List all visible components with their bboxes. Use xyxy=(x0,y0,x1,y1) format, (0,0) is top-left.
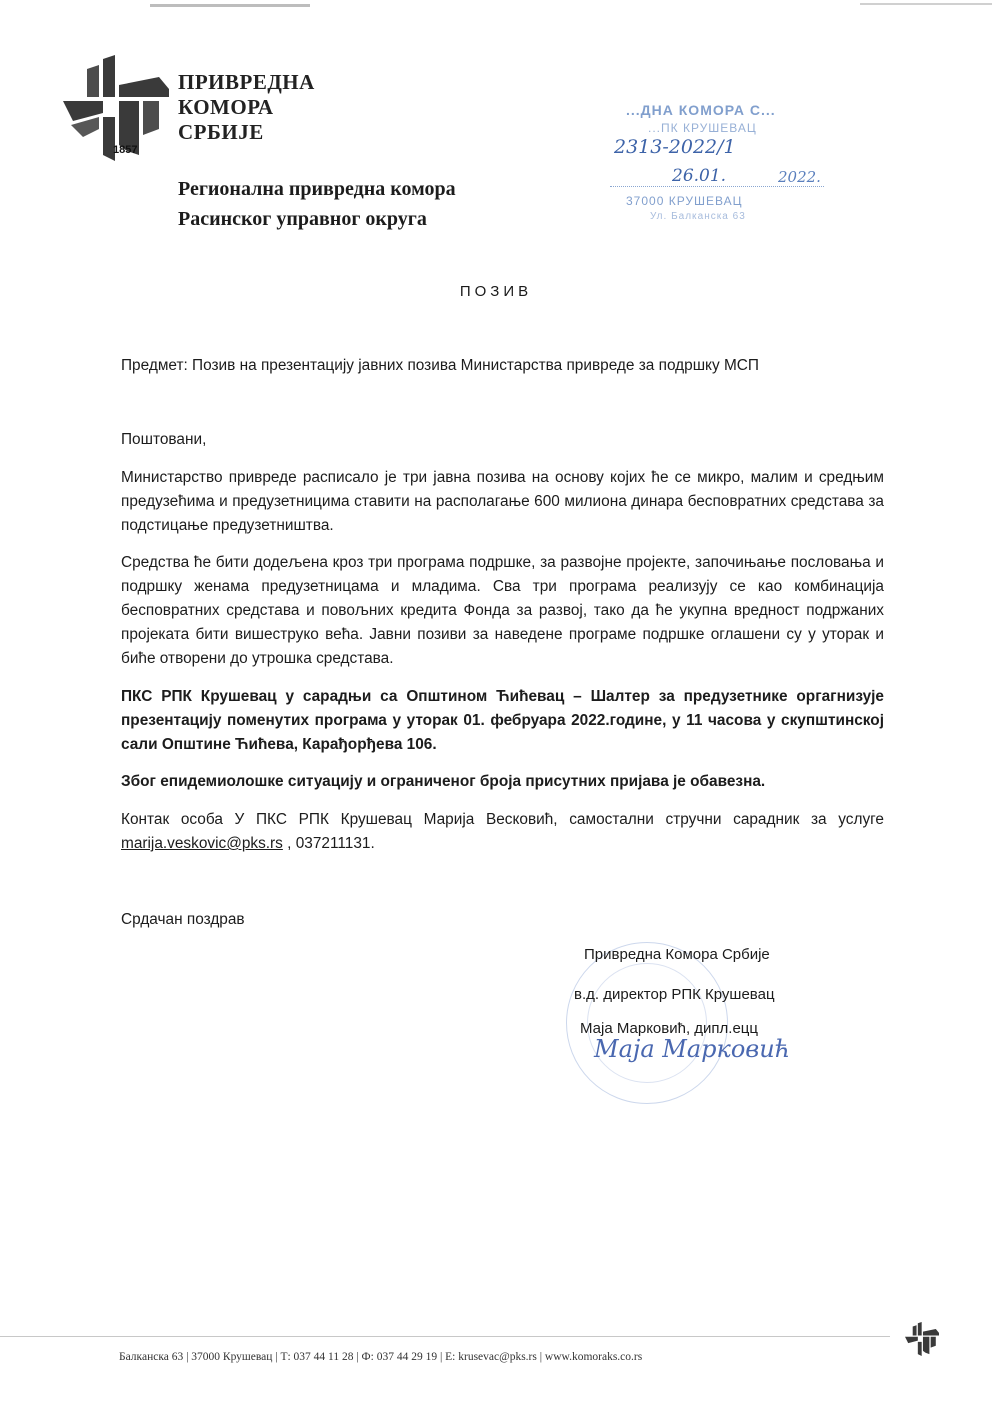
stamp-line: 37000 КРУШЕВАЦ xyxy=(626,194,743,208)
stamp-date: 26.01. xyxy=(672,166,727,186)
subject-line: Предмет: Позив на презентацију јавних позива Министарства привреде за подршку МСП xyxy=(121,357,759,374)
paragraph: Министарство привреде расписало је три јавна позива на основу којих ће се микро, малим и средњим предузећима и предузетницима ставити на располагање 600 милиона динара бесповратних средстава за подстицање предузетништва. xyxy=(121,469,884,534)
signature-name: Маја Марковић, дипл.ецц xyxy=(580,1020,758,1037)
organization-name xyxy=(178,174,456,234)
paragraph-bold: ПКС РПК Крушевац у сарадњи са Општином Ћићевац – Шалтер за предузетнике оргагнизује презентацију поменутих програма у уторак 01. фебруара 2022.године, у 11 часова у скупштинској сали Општине Ћићева, Карађорђева 106. xyxy=(121,688,884,753)
logo-year: 1857 xyxy=(113,144,138,156)
signature-block xyxy=(560,940,820,1120)
email-link[interactable]: marija.veskovic@pks.rs xyxy=(121,835,283,852)
scan-artifact xyxy=(150,4,310,7)
stamp-line: Ул. Балканска 63 xyxy=(650,211,746,222)
greeting: Поштовани, xyxy=(121,431,207,448)
paragraph: Средства ће бити додељена кроз три програма подршке, за развојне пројекте, започињање пословања и подршку женама предузетницама и младима. Сва три програма реализују се као комбинација бесповратних средстава и повољних кредита Фонда за развој, тако да ће укупна вредност подржаних пројеката бити вишеструко већа. Јавни позиви за наведене програме подршке оглашени су у уторак и биће отворени до утрошка средстава. xyxy=(121,554,884,667)
org-line: Регионална привредна комора xyxy=(178,178,456,200)
logo-line: ПРИВРЕДНА xyxy=(178,70,315,94)
stamp-number: 2313-2022/1 xyxy=(614,136,736,158)
signature-position: в.д. директор РПК Крушевац xyxy=(574,986,775,1003)
stamp-line: ...ПК КРУШЕВАЦ xyxy=(648,121,757,135)
logo-line: КОМОРА xyxy=(178,95,274,119)
registration-stamp xyxy=(604,100,854,228)
org-line: Расинског управног округа xyxy=(178,208,427,230)
stamp-line: ...ДНА КОМОРА С... xyxy=(626,102,776,118)
stamp-year: 2022. xyxy=(778,168,821,186)
logo-line: СРБИЈЕ xyxy=(178,120,264,144)
contact-phone: , 037211131. xyxy=(282,835,375,852)
scan-artifact xyxy=(860,3,992,5)
contact-text: Контак особа У ПКС РПК Крушевац Марија Весковић, самостални стручни сарадник за услуге xyxy=(121,811,884,828)
footer-divider xyxy=(0,1336,890,1337)
paragraph-bold: Због епидемиолошке ситуацију и ограниченог броја присутних пријава је обавезна. xyxy=(121,773,766,790)
footer-contact: Балканска 63 | 37000 Крушевац | Т: 037 44 11 28 | Ф: 037 44 29 19 | E: krusevac@pks.rs | www.komoraks.co.rs xyxy=(119,1351,643,1363)
closing: Срдачан поздрав xyxy=(121,911,245,928)
handwritten-signature: Маја Марковић xyxy=(594,1035,791,1063)
signature-org: Привредна Комора Србије xyxy=(584,946,770,963)
document-title: ПОЗИВ xyxy=(459,283,533,300)
contact-paragraph xyxy=(121,808,884,856)
footer-logo-icon xyxy=(905,1322,939,1356)
logo-wordmark xyxy=(178,70,315,145)
